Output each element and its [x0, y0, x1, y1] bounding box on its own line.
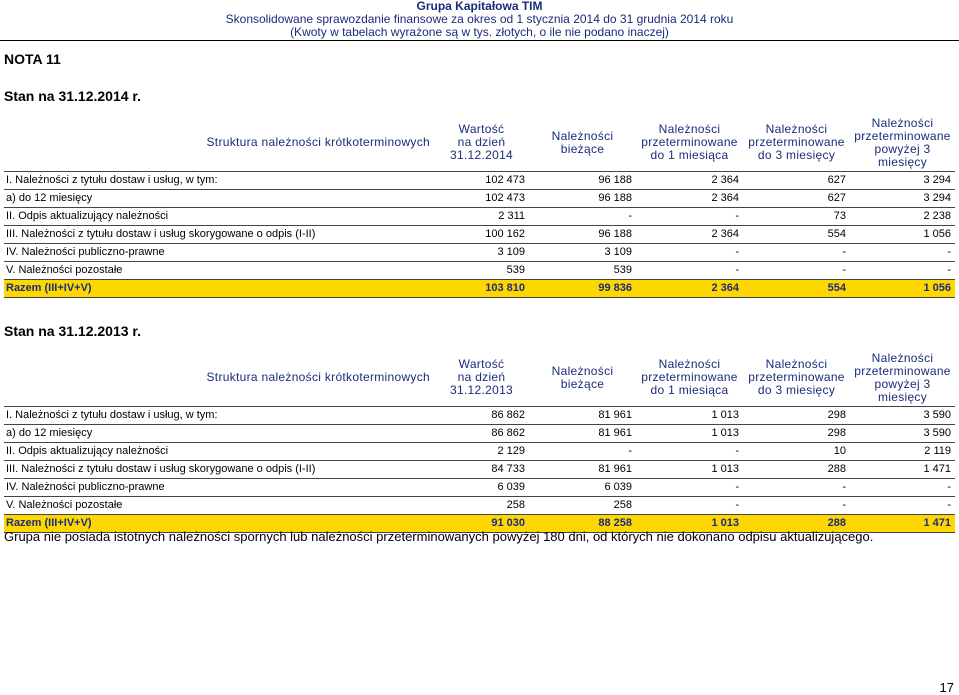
row-value: 100 162: [434, 225, 529, 243]
header-line: przeterminowane: [641, 135, 738, 150]
header-line: przeterminowane: [854, 128, 951, 143]
row-value: 86 862: [434, 424, 529, 442]
row-value: 96 188: [529, 225, 636, 243]
header-line: Należności: [871, 115, 934, 130]
row-value: 81 961: [529, 460, 636, 478]
row-value: 6 039: [434, 478, 529, 496]
header-line: na dzień: [457, 370, 506, 385]
row-value: 3 109: [529, 243, 636, 261]
row-value: 10: [743, 442, 850, 460]
row-label: I. Należności z tytułu dostaw i usług, w tym:: [4, 406, 434, 424]
col-header-overdue-over-3m: [850, 115, 955, 171]
row-value: 102 473: [434, 171, 529, 189]
row-value: 539: [529, 261, 636, 279]
table-row: [4, 478, 955, 496]
col-header-current: [529, 115, 636, 171]
table-row: [4, 496, 955, 514]
table-row: [4, 171, 955, 189]
row-value: 84 733: [434, 460, 529, 478]
row-value: 3 590: [850, 406, 955, 424]
row-value: 81 961: [529, 424, 636, 442]
header-line: Należności: [551, 128, 614, 143]
row-value: 96 188: [529, 171, 636, 189]
header-line: powyżej 3: [874, 141, 931, 156]
row-value: 102 473: [434, 189, 529, 207]
row-value: 258: [434, 496, 529, 514]
row-value: 627: [743, 171, 850, 189]
stan-2013-title: Stan na 31.12.2013 r.: [4, 323, 141, 339]
row-value: -: [636, 478, 743, 496]
header-line: miesięcy: [877, 154, 928, 169]
row-value: 73: [743, 207, 850, 225]
row-value: -: [636, 243, 743, 261]
total-value: 99 836: [529, 279, 636, 297]
table-row: [4, 189, 955, 207]
row-value: 6 039: [529, 478, 636, 496]
col-header-overdue-3m: [743, 115, 850, 171]
header-line: 31.12.2013: [449, 383, 514, 398]
header-line: Należności: [551, 363, 614, 378]
row-value: -: [743, 478, 850, 496]
receivables-table-2014: [4, 115, 955, 298]
row-value: 2 238: [850, 207, 955, 225]
row-value: 3 590: [850, 424, 955, 442]
total-value: 91 030: [434, 514, 529, 532]
total-value: 288: [743, 514, 850, 532]
total-label: Razem (III+IV+V): [4, 514, 434, 532]
page-number: 17: [939, 680, 954, 695]
header-line: na dzień: [457, 135, 506, 150]
row-value: -: [636, 207, 743, 225]
row-value: 86 862: [434, 406, 529, 424]
row-label: II. Odpis aktualizujący należności: [4, 442, 434, 460]
table-row: [4, 442, 955, 460]
header-line: Należności: [765, 122, 828, 137]
header-line: Należności: [871, 350, 934, 365]
row-value: -: [743, 496, 850, 514]
row-value: 81 961: [529, 406, 636, 424]
row-value: -: [636, 442, 743, 460]
row-value: 554: [743, 225, 850, 243]
header-line: do 1 miesiąca: [650, 148, 729, 163]
header-line: Wartość: [458, 122, 505, 137]
header-line: 31.12.2014: [449, 148, 514, 163]
total-label: Razem (III+IV+V): [4, 279, 434, 297]
row-value: 1 013: [636, 406, 743, 424]
row-value: 1 471: [850, 460, 955, 478]
col-header-overdue-over-3m: [850, 350, 955, 406]
row-value: 288: [743, 460, 850, 478]
total-value: 1 471: [850, 514, 955, 532]
header-line: Należności: [658, 122, 721, 137]
row-value: 2 311: [434, 207, 529, 225]
row-value: 258: [529, 496, 636, 514]
header-line: przeterminowane: [748, 135, 845, 150]
total-value: 103 810: [434, 279, 529, 297]
row-value: 2 364: [636, 225, 743, 243]
header-line: bieżące: [560, 141, 605, 156]
note-title: NOTA 11: [4, 51, 61, 67]
row-label: a) do 12 miesięcy: [4, 189, 434, 207]
table-row: [4, 261, 955, 279]
row-value: -: [636, 261, 743, 279]
row-value: -: [743, 261, 850, 279]
table-row: [4, 243, 955, 261]
col-header-current: [529, 350, 636, 406]
row-value: 2 119: [850, 442, 955, 460]
table-row: [4, 424, 955, 442]
row-value: 1 013: [636, 460, 743, 478]
receivables-table-2013: [4, 350, 955, 533]
row-value: -: [529, 442, 636, 460]
header-line: Wartość: [458, 357, 505, 372]
header-line: przeterminowane: [641, 370, 738, 385]
row-value: 1 013: [636, 424, 743, 442]
row-value: 627: [743, 189, 850, 207]
header-line: do 3 miesięcy: [757, 148, 836, 163]
header-line: do 3 miesięcy: [757, 383, 836, 398]
company-name: Grupa Kapitałowa TIM: [416, 0, 543, 13]
row-value: 298: [743, 406, 850, 424]
row-value: 2 129: [434, 442, 529, 460]
row-value: 3 294: [850, 189, 955, 207]
table-row: [4, 207, 955, 225]
row-label: IV. Należności publiczno-prawne: [4, 478, 434, 496]
total-row: [4, 279, 955, 297]
row-value: 2 364: [636, 189, 743, 207]
row-value: -: [850, 261, 955, 279]
header-line: Należności: [765, 357, 828, 372]
row-value: 3 294: [850, 171, 955, 189]
row-value: -: [850, 478, 955, 496]
row-value: 298: [743, 424, 850, 442]
stan-2014-title: Stan na 31.12.2014 r.: [4, 88, 141, 104]
header-line: przeterminowane: [748, 370, 845, 385]
row-label: III. Należności z tytułu dostaw i usług skorygowane o odpis (I-II): [4, 460, 434, 478]
footer-note: Grupa nie posiada istotnych należności spornych lub należności przeterminowanych powyżej 180 dni, od których nie dokonano odpisu aktualizującego.: [4, 529, 874, 544]
row-value: 3 109: [434, 243, 529, 261]
row-label: I. Należności z tytułu dostaw i usług, w tym:: [4, 171, 434, 189]
total-value: 2 364: [636, 279, 743, 297]
header-line: powyżej 3: [874, 376, 931, 391]
col-header-overdue-1m: [636, 350, 743, 406]
header-divider: [0, 40, 959, 41]
col-header-structure: Struktura należności krótkoterminowych: [206, 370, 430, 385]
total-value: 554: [743, 279, 850, 297]
col-header-value: [434, 115, 529, 171]
row-value: -: [636, 496, 743, 514]
total-value: 1 013: [636, 514, 743, 532]
row-value: -: [850, 496, 955, 514]
row-label: V. Należności pozostałe: [4, 261, 434, 279]
total-value: 88 258: [529, 514, 636, 532]
col-header-structure: Struktura należności krótkoterminowych: [206, 135, 430, 150]
report-title: Skonsolidowane sprawozdanie finansowe za okres od 1 stycznia 2014 do 31 grudnia 2014 roku: [225, 12, 734, 26]
row-value: 96 188: [529, 189, 636, 207]
units-note: (Kwoty w tabelach wyrażone są w tys. złotych, o ile nie podano inaczej): [290, 25, 669, 39]
row-value: -: [850, 243, 955, 261]
table-row: [4, 225, 955, 243]
header-line: Należności: [658, 357, 721, 372]
row-label: III. Należności z tytułu dostaw i usług skorygowane o odpis (I-II): [4, 225, 434, 243]
table-row: [4, 460, 955, 478]
row-value: 1 056: [850, 225, 955, 243]
col-header-overdue-3m: [743, 350, 850, 406]
header-line: bieżące: [560, 376, 605, 391]
row-label: V. Należności pozostałe: [4, 496, 434, 514]
header-line: miesięcy: [877, 389, 928, 404]
total-value: 1 056: [850, 279, 955, 297]
row-label: a) do 12 miesięcy: [4, 424, 434, 442]
row-label: II. Odpis aktualizujący należności: [4, 207, 434, 225]
row-value: -: [529, 207, 636, 225]
row-value: 539: [434, 261, 529, 279]
table-row: [4, 406, 955, 424]
header-line: do 1 miesiąca: [650, 383, 729, 398]
col-header-value: [434, 350, 529, 406]
col-header-overdue-1m: [636, 115, 743, 171]
row-label: IV. Należności publiczno-prawne: [4, 243, 434, 261]
row-value: -: [743, 243, 850, 261]
row-value: 2 364: [636, 171, 743, 189]
header-line: przeterminowane: [854, 363, 951, 378]
